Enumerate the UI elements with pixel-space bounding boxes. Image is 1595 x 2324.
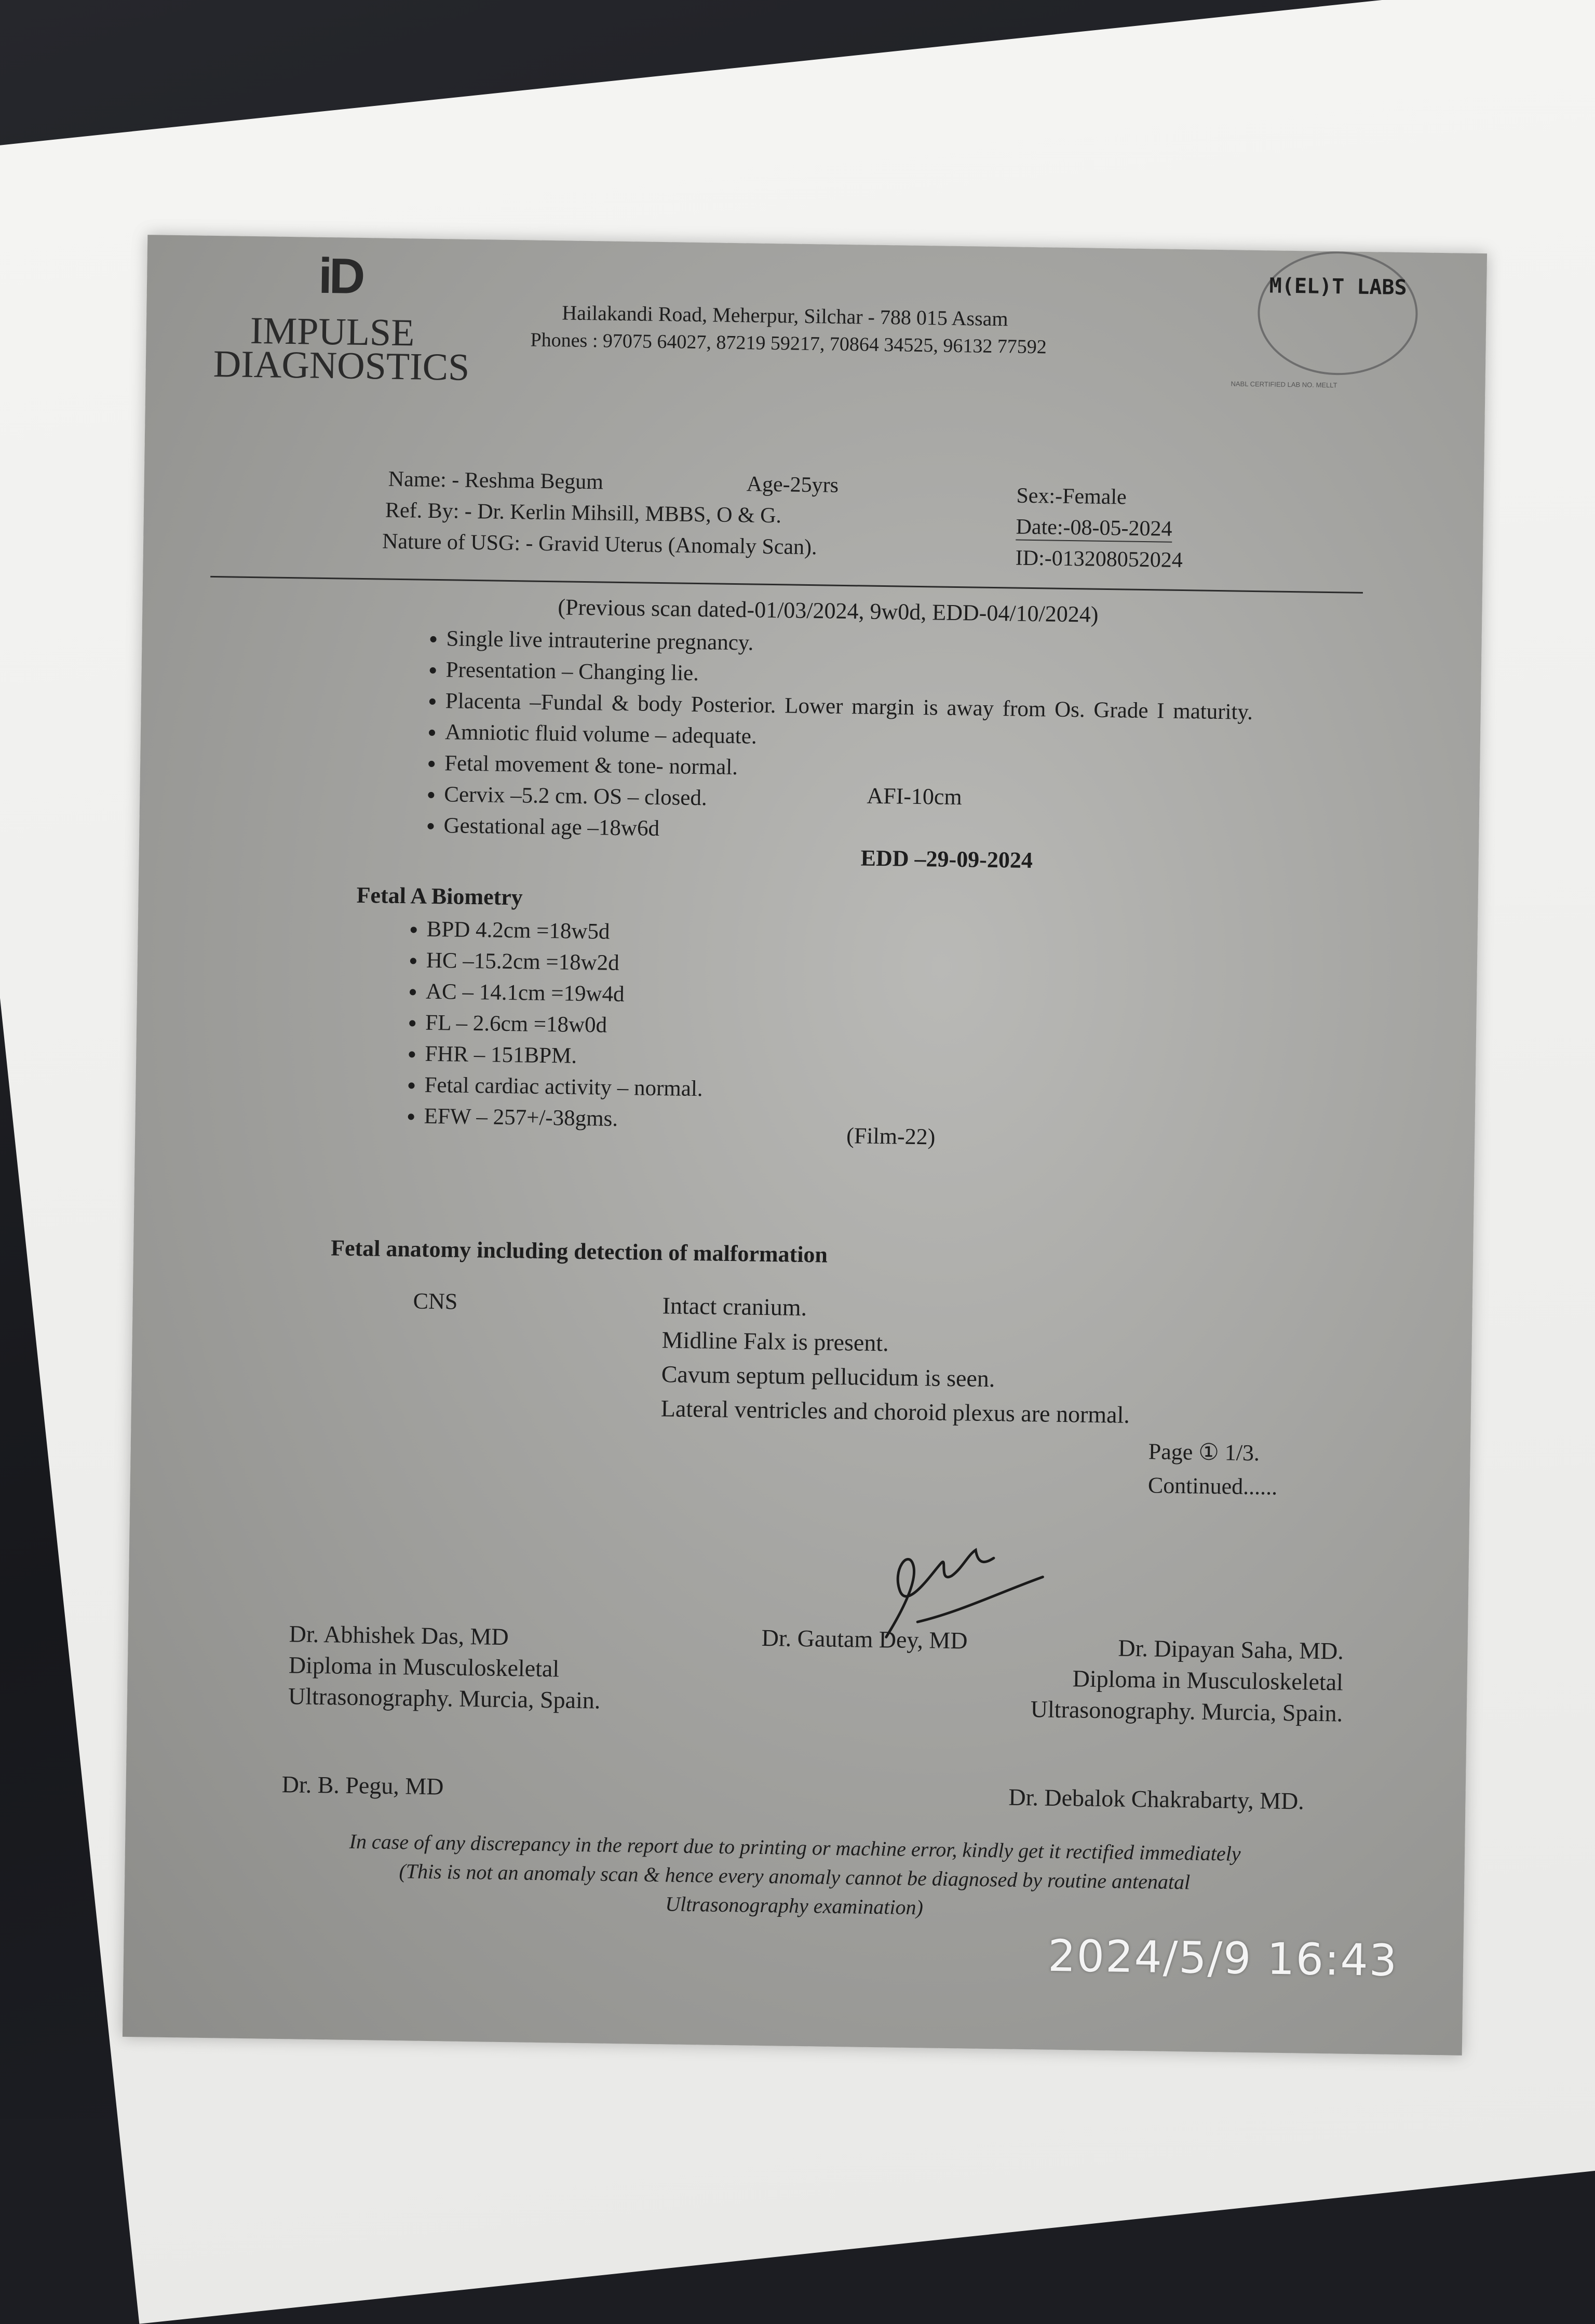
patient-age: Age-25yrs	[746, 472, 839, 498]
ultrasound-report	[123, 235, 1487, 2056]
doctor-left-qualification: Diploma in Musculoskeletal	[288, 1651, 560, 1682]
patient-sex: Sex:-Female	[1016, 483, 1127, 509]
biometry-heading: Fetal A Biometry	[356, 882, 523, 910]
clinic-phones: Phones : 97075 64027, 87219 59217, 70864 34525, 96132 77592	[530, 329, 1047, 358]
clinic-logo-icon: iD	[318, 248, 363, 304]
doctor-right	[1030, 1631, 1344, 1729]
header-divider	[210, 576, 1363, 594]
stamp-caption: NABL CERTIFIED LAB NO. MELLT	[1231, 380, 1337, 389]
report-date: Date:-08-05-2024	[1016, 515, 1172, 543]
edd-value: EDD –29-09-2024	[860, 845, 1033, 874]
biometry-item: • Fetal cardiac activity – normal.	[424, 1070, 703, 1105]
finding-item: • Single live intrauterine pregnancy.	[446, 623, 1391, 667]
doctor-right-name: Dr. Dipayan Saha, MD.	[1118, 1634, 1344, 1664]
patient-id: ID:-013208052024	[1015, 546, 1183, 573]
biometry-item: • FHR – 151BPM.	[425, 1039, 704, 1073]
doctor-right-institution: Ultrasonography. Murcia, Spain.	[1030, 1696, 1343, 1727]
biometry-item: • HC –15.2cm =18w2d	[426, 945, 705, 980]
disclaimer	[124, 1824, 1465, 1930]
disclaimer-line: (This is not an anomaly scan & hence every anomaly cannot be diagnosed by routine antenatal	[399, 1859, 1191, 1894]
findings-list	[414, 623, 1391, 854]
finding-item: • Amniotic fluid volume – adequate.	[445, 717, 1390, 761]
doctor-bottom-left: Dr. B. Pegu, MD	[281, 1771, 444, 1800]
biometry-item: • BPD 4.2cm =18w5d	[426, 914, 705, 949]
photo-timestamp: 2024/5/9 16:43	[1047, 1930, 1398, 1986]
clinic-address: Hailakandi Road, Meherpur, Silchar - 788 015 Assam	[562, 301, 1008, 331]
patient-name: Name: - Reshma Begum	[388, 467, 604, 494]
previous-scan-note: (Previous scan dated-01/03/2024, 9w0d, EDD-04/10/2024)	[558, 594, 1099, 627]
doctor-bottom-right: Dr. Debalok Chakrabarty, MD.	[1008, 1783, 1305, 1815]
film-count: (Film-22)	[846, 1123, 936, 1150]
finding-item: • Presentation – Changing lie.	[445, 654, 1391, 698]
finding-item: • Placenta –Fundal & body Posterior. Lower margin is away from Os. Grade I maturity.	[445, 686, 1390, 730]
anatomy-line: Intact cranium.	[662, 1292, 807, 1321]
continued-note: Continued......	[1147, 1472, 1278, 1500]
referring-doctor: Ref. By: - Dr. Kerlin Mihsill, MBBS, O & G.	[385, 498, 782, 528]
doctor-left-name: Dr. Abhishek Das, MD	[289, 1620, 509, 1650]
biometry-item: • FL – 2.6cm =18w0d	[425, 1007, 704, 1042]
finding-item: • Fetal movement & tone- normal.	[444, 748, 1390, 792]
stamp-name: M(EL)T LABS	[1269, 274, 1407, 300]
doctor-left	[288, 1618, 602, 1716]
accreditation-seal-icon	[1257, 250, 1418, 376]
biometry-item: • EFW – 257+/-38gms.	[424, 1101, 702, 1136]
scan-nature: Nature of USG: - Gravid Uterus (Anomaly Scan).	[382, 529, 817, 560]
doctor-left-institution: Ultrasonography. Murcia, Spain.	[288, 1683, 601, 1714]
finding-item: • Gestational age –18w6d	[443, 810, 1389, 854]
disclaimer-line: Ultrasonography examination)	[665, 1892, 924, 1919]
biometry-list	[395, 914, 705, 1136]
doctor-center-name: Dr. Gautam Dey, MD	[761, 1624, 968, 1654]
anatomy-section-cns: CNS	[413, 1288, 458, 1314]
page-number: Page ① 1/3.	[1148, 1439, 1260, 1466]
anatomy-line: Midline Falx is present.	[661, 1326, 889, 1356]
afi-value: AFI-10cm	[867, 783, 963, 810]
disclaimer-line: In case of any discrepancy in the report due to printing or machine error, kindly get it rectified immediately	[349, 1829, 1241, 1865]
doctor-right-qualification: Diploma in Musculoskeletal	[1072, 1665, 1344, 1696]
finding-item: • Cervix –5.2 cm. OS – closed.	[444, 779, 1389, 823]
clinic-name-line2: DIAGNOSTICS	[213, 342, 470, 389]
anatomy-findings	[660, 1288, 1131, 1432]
anatomy-line: Cavum septum pellucidum is seen.	[661, 1361, 995, 1392]
biometry-item: • AC – 14.1cm =19w4d	[426, 976, 705, 1011]
anatomy-line: Lateral ventricles and choroid plexus are normal.	[660, 1395, 1130, 1428]
anatomy-heading: Fetal anatomy including detection of malformation	[330, 1235, 828, 1268]
clinic-name-line1: IMPULSE	[250, 309, 415, 355]
